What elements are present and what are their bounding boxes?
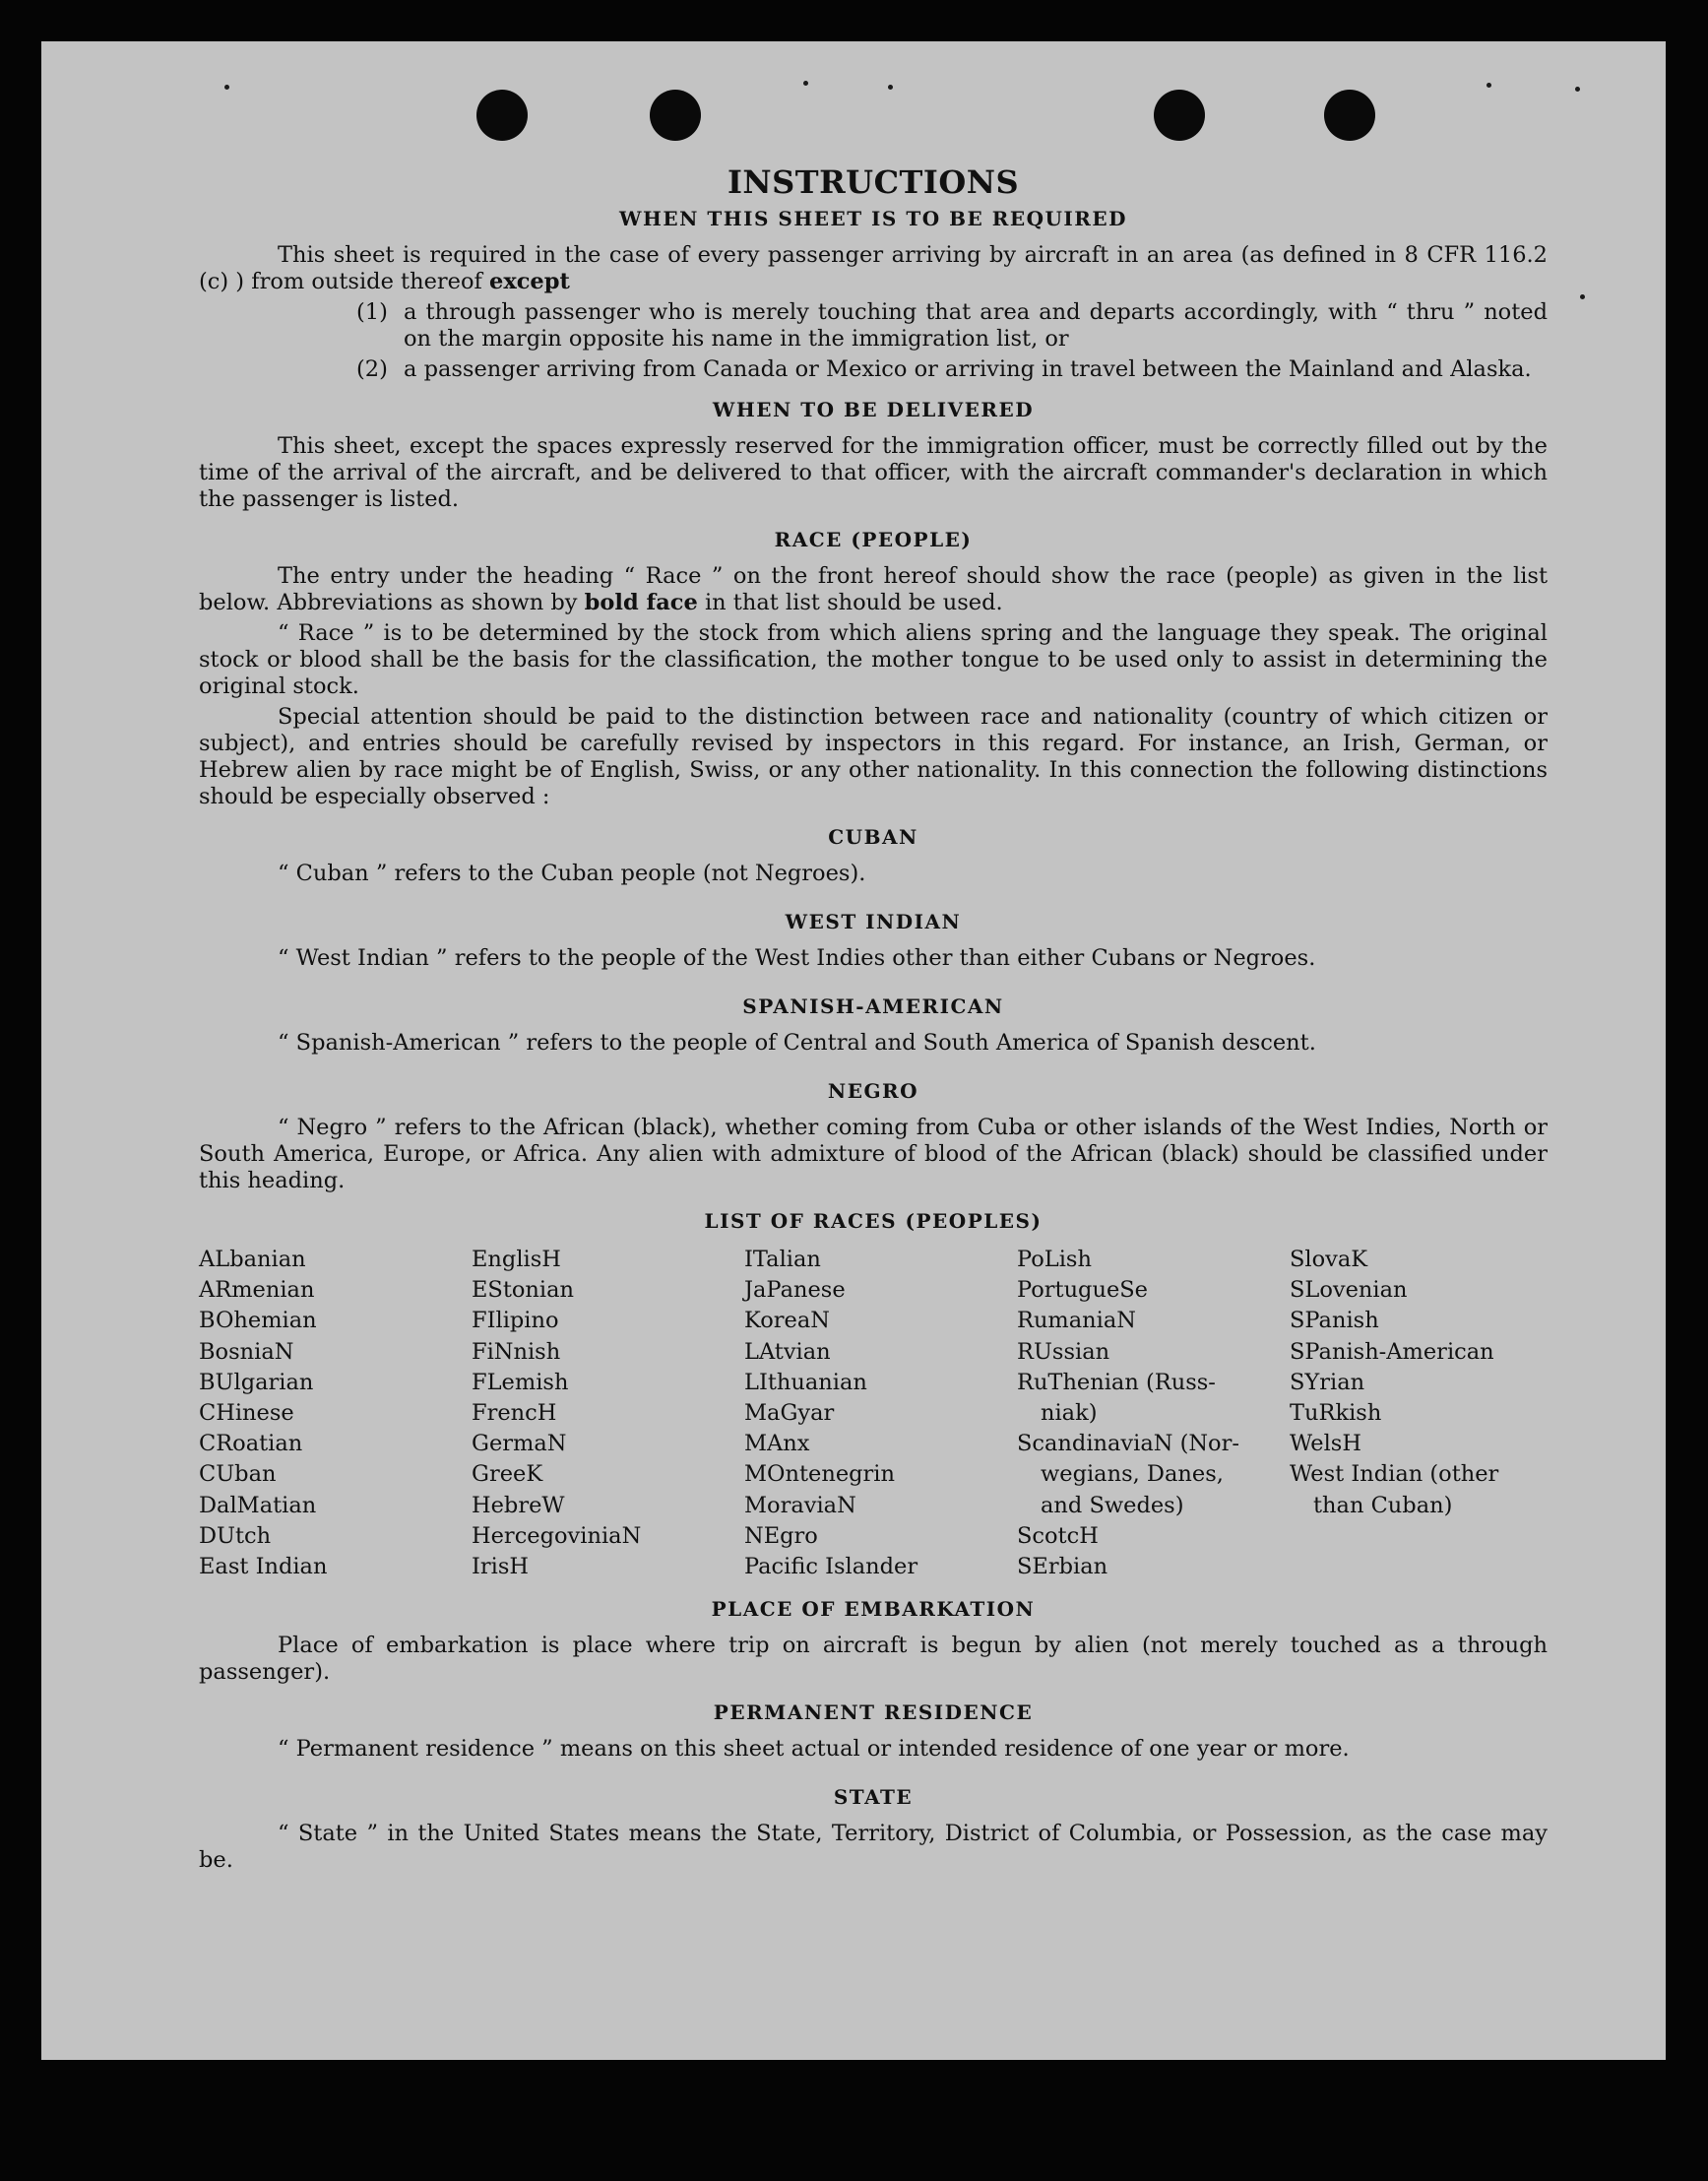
race-entry: GermaN bbox=[472, 1431, 567, 1457]
race-entry: SErbian bbox=[1017, 1554, 1108, 1580]
paragraph-cuban: “ Cuban ” refers to the Cuban people (not Negroes). bbox=[278, 861, 866, 886]
paragraph-embarkation: Place of embarkation is place where trip on aircraft is begun by alien (not merely touched as a through passenger). bbox=[199, 1633, 1548, 1686]
race-entry: DUtch bbox=[199, 1522, 272, 1549]
race-entry: SlovaK bbox=[1290, 1247, 1368, 1272]
instructions-content bbox=[199, 163, 1548, 1878]
punch-hole bbox=[1154, 90, 1205, 141]
speck bbox=[1580, 294, 1585, 299]
race-text-b: in that list should be used. bbox=[704, 590, 1003, 615]
paragraph-west-indian: “ West Indian ” refers to the people of the West Indies other than either Cubans or Negroes. bbox=[278, 945, 1316, 971]
item-number: (1) bbox=[356, 299, 388, 325]
race-entry: BosniaN bbox=[199, 1338, 294, 1365]
race-entry: PoLish bbox=[1017, 1247, 1092, 1272]
race-entry: ScandinaviaN (Nor- bbox=[1017, 1431, 1239, 1457]
heading-negro: NEGRO bbox=[827, 1079, 919, 1103]
race-entry: HercegoviniaN bbox=[472, 1522, 642, 1549]
page-title: INSTRUCTIONS bbox=[727, 163, 1020, 201]
heading-west-indian: WEST INDIAN bbox=[785, 910, 962, 933]
race-entry: SLovenian bbox=[1290, 1277, 1408, 1304]
except-word: except bbox=[489, 269, 570, 294]
race-entry: CHinese bbox=[199, 1400, 294, 1427]
race-entry: HebreW bbox=[472, 1492, 565, 1518]
race-entry: TuRkish bbox=[1290, 1400, 1382, 1427]
race-entry: LIthuanian bbox=[744, 1369, 867, 1395]
item-text: a through passenger who is merely touching that area and departs accordingly, with “ thru ” noted on the margin opposite his name in the immigration list, or bbox=[404, 299, 1548, 352]
paragraph-state: “ State ” in the United States means the State, Territory, District of Columbia, or Possession, as the case may be. bbox=[199, 1821, 1548, 1874]
races-column-5 bbox=[1290, 1245, 1548, 1582]
race-entry: LAtvian bbox=[744, 1338, 831, 1365]
document-sheet bbox=[41, 41, 1666, 2060]
race-entry: DalMatian bbox=[199, 1492, 317, 1518]
race-entry: SPanish-American bbox=[1290, 1338, 1494, 1365]
speck bbox=[1487, 83, 1491, 88]
heading-when-delivered: WHEN TO BE DELIVERED bbox=[712, 398, 1035, 421]
heading-cuban: CUBAN bbox=[828, 825, 918, 849]
race-entry: RUssian bbox=[1017, 1338, 1110, 1365]
race-entry: ALbanian bbox=[199, 1247, 306, 1272]
race-entry: RuThenian (Russ- bbox=[1017, 1369, 1216, 1395]
speck bbox=[888, 85, 893, 90]
paragraph-race-2: “ Race ” is to be determined by the stock from which aliens spring and the language they speak. The original stock or blood shall be the basis for the classification, the mother tongue to be used only to assist in determining the original stock. bbox=[199, 620, 1548, 699]
race-entry: FIlipino bbox=[472, 1308, 559, 1334]
race-entry: IrisH bbox=[472, 1554, 530, 1580]
race-entry: MOntenegrin bbox=[744, 1461, 895, 1488]
races-column-3 bbox=[744, 1245, 1002, 1582]
paragraph-race-3: Special attention should be paid to the distinction between race and nationality (country of which citizen or subject), and entries should be carefully revised by inspectors in this regard. For instance, an Irish, German, or Hebrew alien by race might be of English, Swiss, or any other nationality. In this connection the following distinctions should be especially observed : bbox=[199, 704, 1548, 809]
race-entry: SYrian bbox=[1290, 1369, 1365, 1395]
race-entry: ScotcH bbox=[1017, 1522, 1099, 1549]
race-entry: ARmenian bbox=[199, 1277, 315, 1304]
heading-spanish-american: SPANISH-AMERICAN bbox=[742, 994, 1004, 1018]
paragraph-when-delivered: This sheet, except the spaces expressly reserved for the immigration officer, must be correctly filled out by the time of the arrival of the aircraft, and be delivered to that officer, with the aircraft commander's declaration in which the passenger is listed. bbox=[199, 433, 1548, 512]
race-entry: ITalian bbox=[744, 1247, 821, 1272]
race-entry: BUlgarian bbox=[199, 1369, 314, 1395]
paragraph-spanish-american: “ Spanish-American ” refers to the people of Central and South America of Spanish descent. bbox=[278, 1030, 1316, 1056]
item-text: a passenger arriving from Canada or Mexico or arriving in travel between the Mainland and Alaska. bbox=[404, 356, 1532, 382]
punch-hole bbox=[476, 90, 528, 141]
race-entry: MAnx bbox=[744, 1431, 810, 1457]
race-text-a: The entry under the heading “ Race ” on the front hereof should show the race (people) as given in the list below. Abbreviations as shown by bbox=[199, 563, 1548, 615]
heading-when-required: WHEN THIS SHEET IS TO BE REQUIRED bbox=[619, 207, 1127, 230]
race-entry: FLemish bbox=[472, 1369, 569, 1395]
bold-face-word: bold face bbox=[584, 590, 698, 615]
race-entry: Pacific Islander bbox=[744, 1554, 918, 1580]
race-entry: FiNnish bbox=[472, 1338, 561, 1365]
race-entry: PortugueSe bbox=[1017, 1277, 1149, 1304]
race-entry: and Swedes) bbox=[1041, 1492, 1184, 1518]
races-column-4 bbox=[1017, 1245, 1275, 1582]
when-required-intro: This sheet is required in the case of every passenger arriving by aircraft in an area (as defined in 8 CFR 116.2 (c) ) from outside thereof bbox=[199, 242, 1548, 294]
race-entry: than Cuban) bbox=[1313, 1492, 1453, 1518]
speck bbox=[1575, 87, 1580, 92]
heading-permanent-residence: PERMANENT RESIDENCE bbox=[713, 1700, 1034, 1725]
race-entry: West Indian (other bbox=[1290, 1461, 1499, 1488]
race-entry: GreeK bbox=[472, 1461, 543, 1488]
races-column-1 bbox=[199, 1245, 457, 1582]
punch-hole bbox=[1324, 90, 1375, 141]
race-entry: East Indian bbox=[199, 1554, 328, 1580]
race-entry: MaGyar bbox=[744, 1400, 835, 1427]
speck bbox=[803, 81, 808, 86]
race-entry: CUban bbox=[199, 1461, 277, 1488]
item-number: (2) bbox=[356, 356, 388, 382]
race-entry: NEgro bbox=[744, 1522, 818, 1549]
paragraph-negro: “ Negro ” refers to the African (black), whether coming from Cuba or other islands of the West Indies, North or South America, Europe, or Africa. Any alien with admixture of blood of the African (black) should be classified under this heading. bbox=[199, 1115, 1548, 1193]
speck bbox=[224, 85, 229, 90]
exception-item-2 bbox=[356, 356, 1548, 383]
paragraph-race-1 bbox=[199, 563, 1548, 616]
race-entry: MoraviaN bbox=[744, 1492, 856, 1518]
race-entry: BOhemian bbox=[199, 1308, 317, 1334]
race-entry: wegians, Danes, bbox=[1041, 1461, 1224, 1488]
race-entry: EnglisH bbox=[472, 1247, 561, 1272]
race-entry: niak) bbox=[1041, 1400, 1098, 1427]
paragraph-when-required bbox=[199, 242, 1548, 295]
races-column-2 bbox=[472, 1245, 729, 1582]
race-entry: FrencH bbox=[472, 1400, 557, 1427]
race-entry: JaPanese bbox=[744, 1277, 846, 1304]
exception-item-1 bbox=[356, 299, 1548, 353]
race-entry: SPanish bbox=[1290, 1308, 1379, 1334]
race-entry: CRoatian bbox=[199, 1431, 303, 1457]
heading-state: STATE bbox=[833, 1785, 914, 1810]
heading-list-of-races: LIST OF RACES (PEOPLES) bbox=[704, 1209, 1043, 1233]
race-entry: WelsH bbox=[1290, 1431, 1361, 1457]
race-entry: RumaniaN bbox=[1017, 1308, 1136, 1334]
race-entry: EStonian bbox=[472, 1277, 575, 1304]
heading-race: RACE (PEOPLE) bbox=[774, 528, 973, 551]
paragraph-permanent-residence: “ Permanent residence ” means on this sheet actual or intended residence of one year or more. bbox=[278, 1736, 1350, 1763]
races-table bbox=[199, 1245, 1548, 1582]
punch-hole bbox=[650, 90, 701, 141]
heading-embarkation: PLACE OF EMBARKATION bbox=[711, 1597, 1036, 1622]
race-entry: KoreaN bbox=[744, 1308, 830, 1334]
